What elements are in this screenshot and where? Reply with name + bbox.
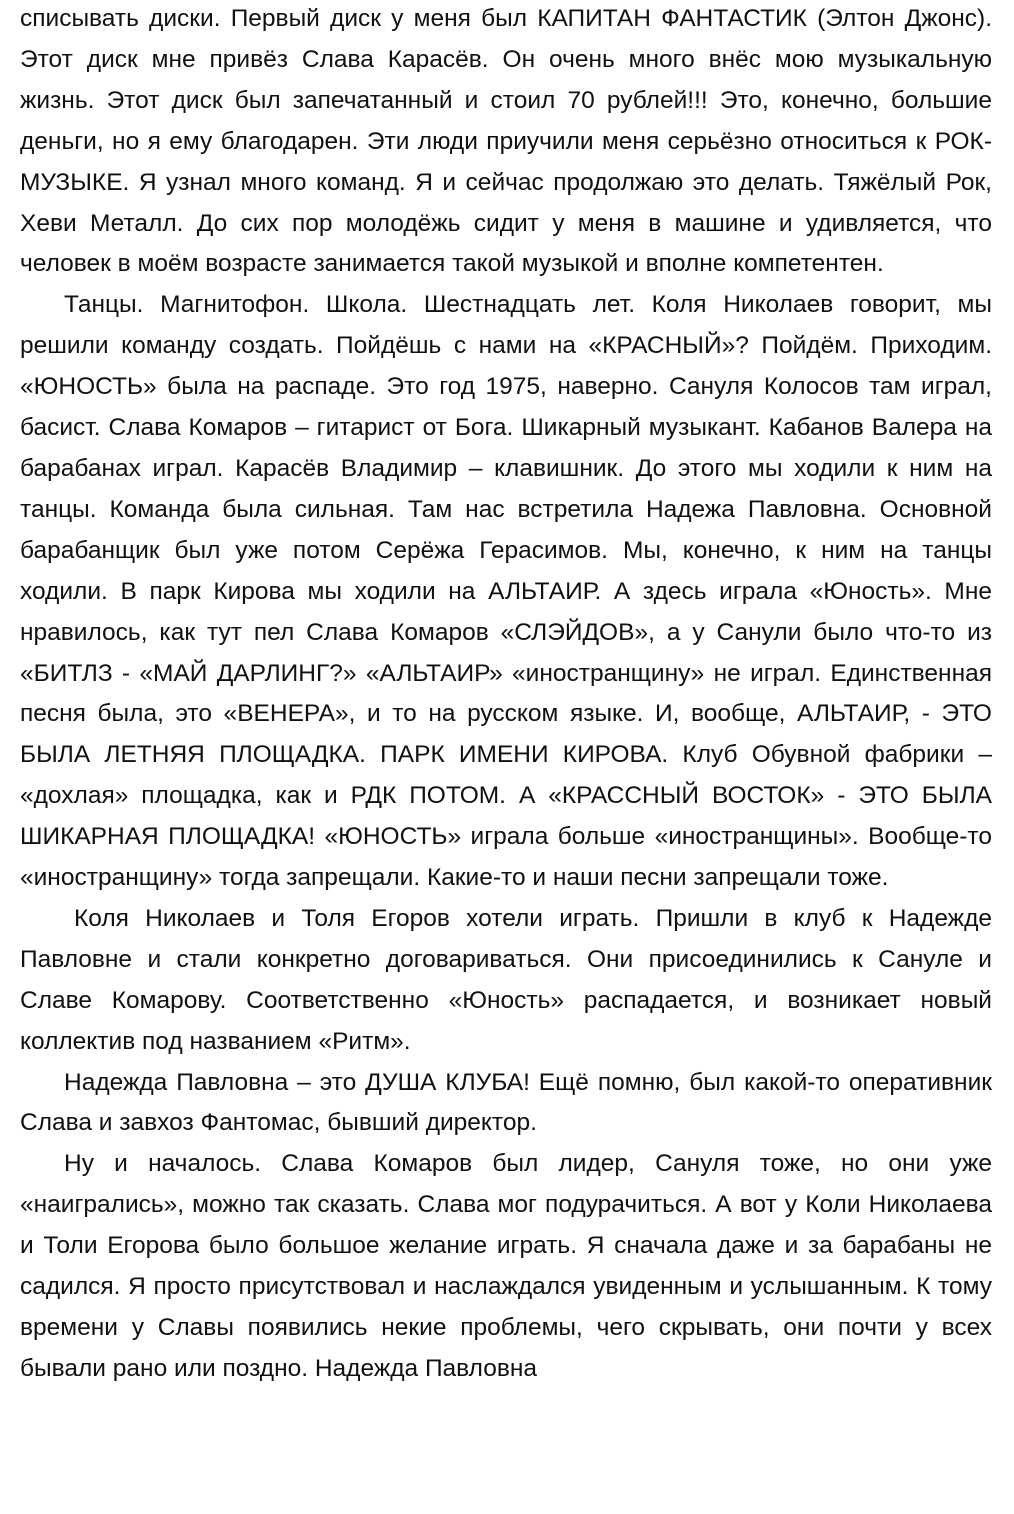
- paragraph-4: Надежда Павловна – это ДУША КЛУБА! Ещё помню, был какой-то оперативник Слава и завхоз Фантомас, бывший директор.: [20, 1068, 992, 1137]
- paragraph-5: Ну и началось. Слава Комаров был лидер, Сануля тоже, но они уже «наигрались», можно так сказать. Слава мог подурачиться. А вот у Коли Николаева и Толи Егорова было большое желание играть. Я сначала даже и за барабаны не садился. Я просто присутствовал и наслаждался увиденным и услышанным. К тому времени у Славы появились некие проблемы, чего скрывать, они почти у всех бывали рано или поздно. Надежда Павловна: [20, 1150, 992, 1382]
- paragraph-1: списывать диски. Первый диск у меня был КАПИТАН ФАНТАСТИК (Элтон Джонс). Этот диск мне привёз Слава Карасёв. Он очень много внёс мою музыкальную жизнь. Этот диск был запечатанный и стоил 70 рублей!!! Это, конечно, большие деньги, но я ему благодарен. Эти люди приучили меня серьёзно относиться к РОК-МУЗЫКЕ. Я узнал много команд. Я и сейчас продолжаю это делать. Тяжёлый Рок, Хеви Металл. До сих пор молодёжь сидит у меня в машине и удивляется, что человек в моём возрасте занимается такой музыкой и вполне компетентен.: [20, 5, 992, 278]
- paragraph-3: Коля Николаев и Толя Егоров хотели играть. Пришли в клуб к Надежде Павловне и стали конкретно договариваться. Они присоединились к Сануле и Славе Комарову. Соответственно «Юность» распадается, и возникает новый коллектив под названием «Ритм».: [20, 904, 992, 1055]
- document-page: [20, 0, 992, 1390]
- paragraph-2: Танцы. Магнитофон. Школа. Шестнадцать лет. Коля Николаев говорит, мы решили команду создать. Пойдёшь с нами на «КРАСНЫЙ»? Пойдём. Приходим. «ЮНОСТЬ» была на распаде. Это год 1975, наверно. Сануля Колосов там играл, басист. Слава Комаров – гитарист от Бога. Шикарный музыкант. Кабанов Валера на барабанах играл. Карасёв Владимир – клавишник. До этого мы ходили к ним на танцы. Команда была сильная. Там нас встретила Надежа Павловна. Основной барабанщик был уже потом Серёжа Герасимов. Мы, конечно, к ним на танцы ходили. В парк Кирова мы ходили на АЛЬТАИР. А здесь играла «Юность». Мне нравилось, как тут пел Слава Комаров «СЛЭЙДОВ», а у Санули было что-то из «БИТЛЗ - «МАЙ ДАРЛИНГ?» «АЛЬТАИР» «иностранщину» не играл. Единственная песня была, это «ВЕНЕРА», и то на русском языке. И, вообще, АЛЬТАИР, - ЭТО БЫЛА ЛЕТНЯЯ ПЛОЩАДКА. ПАРК ИМЕНИ КИРОВА. Клуб Обувной фабрики – «дохлая» площадка, как и РДК ПОТОМ. А «КРАССНЫЙ ВОСТОК» - ЭТО БЫЛА ШИКАРНАЯ ПЛОЩАДКА! «ЮНОСТЬ» играла больше «иностранщины». Вообще-то «иностранщину» тогда запрещали. Какие-то и наши песни запрещали тоже.: [20, 291, 992, 892]
